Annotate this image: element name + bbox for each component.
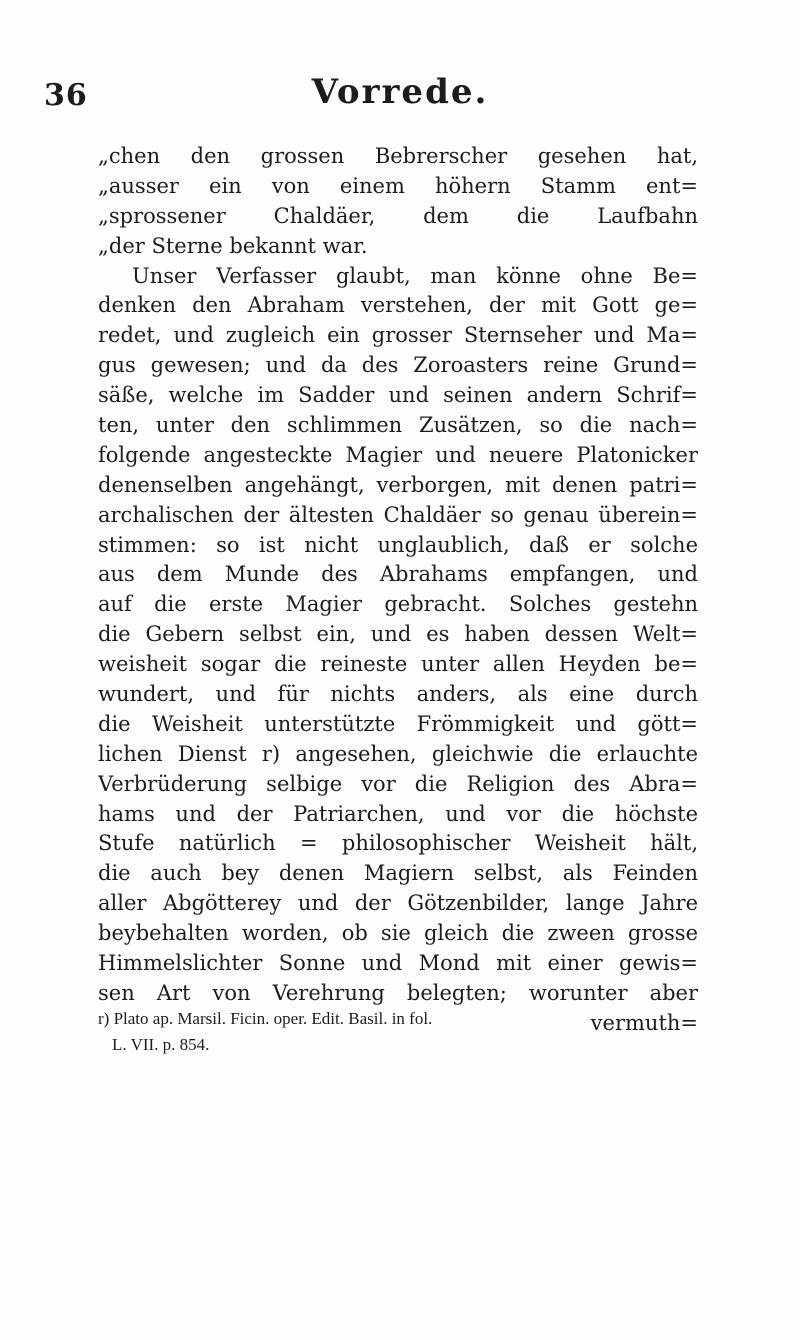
text-line: „ausser ein von einem höhern Stamm ent= — [98, 173, 698, 198]
text-line: die auch bey denen Magiern selbst, als Feinden — [98, 861, 698, 886]
footnote-line: L. VII. p. 854. — [112, 1035, 210, 1054]
text-line: stimmen: so ist nicht unglaublich, daß er solche — [98, 532, 698, 557]
text-line: hams und der Patriarchen, und vor die höchste — [98, 801, 698, 826]
text-line: Verbrüderung selbige vor die Religion des Abra= — [98, 771, 698, 796]
text-line: folgende angesteckte Magier und neuere Platonicker — [98, 442, 698, 467]
text-line: „der Sterne bekannt war. — [98, 233, 368, 258]
text-line: redet, und zugleich ein grosser Sternseher und Ma= — [98, 323, 698, 348]
text-line: ten, unter den schlimmen Zusätzen, so die nach= — [98, 413, 698, 438]
text-line: säße, welche im Sadder und seinen andern Schrif= — [98, 383, 698, 408]
text-line: aus dem Munde des Abrahams empfangen, und — [98, 562, 698, 587]
page-number: 36 — [44, 78, 88, 113]
body-text — [98, 142, 698, 1039]
text-line: Himmelslichter Sonne und Mond mit einer gewis= — [98, 951, 698, 976]
text-line: auf die erste Magier gebracht. Solches gestehn — [98, 592, 698, 617]
text-line: Stufe natürlich = philosophischer Weisheit hält, — [98, 831, 698, 856]
text-line: gus gewesen; und da des Zoroasters reine Grund= — [98, 353, 698, 378]
text-line: sen Art von Verehrung belegten; worunter aber — [98, 980, 698, 1005]
footnote — [98, 1006, 698, 1058]
text-line: die Weisheit unterstützte Frömmigkeit und gött= — [98, 711, 698, 736]
text-line: wundert, und für nichts anders, als eine durch — [98, 682, 698, 707]
text-line: Unser Verfasser glaubt, man könne ohne Be= — [132, 263, 698, 288]
footnote-line: r) Plato ap. Marsil. Ficin. oper. Edit. Basil. in fol. — [98, 1009, 433, 1028]
page-title: Vorrede. — [311, 72, 489, 112]
text-line: „chen den grossen Bebrerscher gesehen hat, — [98, 144, 698, 168]
text-line: lichen Dienst r) angesehen, gleichwie die erlauchte — [98, 741, 698, 766]
running-head — [0, 72, 800, 122]
text-line: „sprossener Chaldäer, dem die Laufbahn — [98, 203, 698, 228]
text-line: weisheit sogar die reineste unter allen Heyden be= — [98, 652, 698, 677]
text-line: denken den Abraham verstehen, der mit Gott ge= — [98, 293, 698, 318]
text-line: beybehalten worden, ob sie gleich die zween grosse — [98, 921, 698, 946]
text-line: archalischen der ältesten Chaldäer so genau überein= — [98, 502, 698, 527]
text-line: die Gebern selbst ein, und es haben dessen Welt= — [98, 622, 698, 647]
text-line: denenselben angehängt, verborgen, mit denen patri= — [98, 472, 698, 497]
catchword: vermuth= — [590, 1010, 698, 1035]
text-line: aller Abgötterey und der Götzenbilder, lange Jahre — [98, 891, 698, 916]
